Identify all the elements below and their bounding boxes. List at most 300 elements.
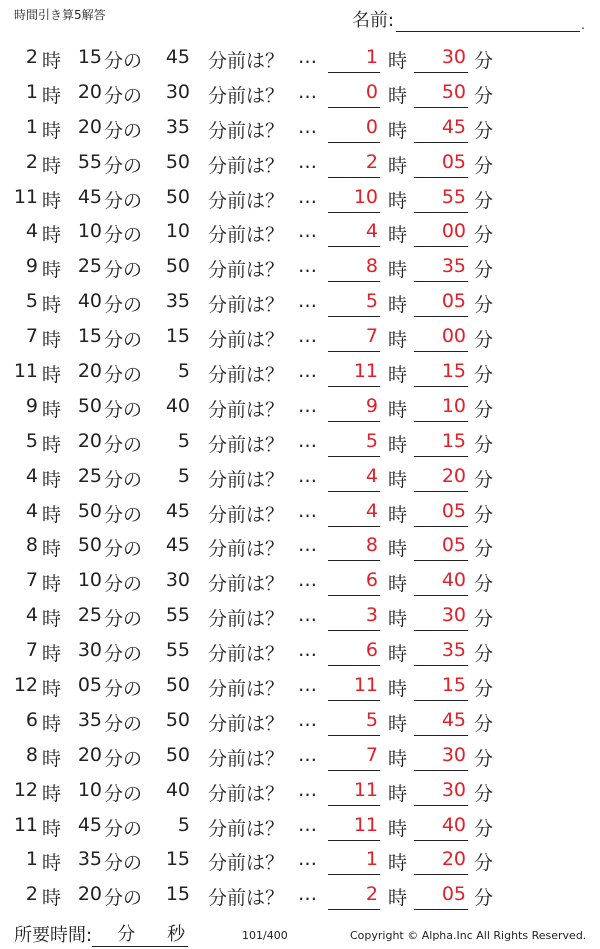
answer-minute[interactable]: 45 <box>414 709 468 731</box>
minutes-to-subtract: 5 <box>177 464 190 487</box>
hour-unit: 時 <box>42 189 62 212</box>
hour-unit: 時 <box>42 503 62 526</box>
problem-row <box>0 877 600 912</box>
start-minute: 35 <box>77 848 102 871</box>
minutes-before-label: 分前は？ <box>208 608 285 631</box>
problem-row <box>0 180 600 215</box>
start-hour: 7 <box>25 569 38 592</box>
start-minute: 10 <box>77 220 102 243</box>
answer-minute-unit: 分 <box>474 747 494 770</box>
answer-minute[interactable]: 40 <box>414 569 468 591</box>
minutes-to-subtract: 5 <box>177 813 190 836</box>
ellipsis: … <box>298 290 317 313</box>
minutes-to-subtract: 5 <box>177 429 190 452</box>
start-hour: 6 <box>25 708 38 731</box>
minute-of-unit: 分の <box>104 817 143 840</box>
ellipsis: … <box>298 150 317 173</box>
start-minute: 10 <box>77 569 102 592</box>
start-minute: 40 <box>77 290 102 313</box>
start-hour: 4 <box>25 604 38 627</box>
minutes-before-label: 分前は？ <box>208 782 285 805</box>
minute-of-unit: 分の <box>104 433 143 456</box>
answer-hour[interactable]: 8 <box>328 534 380 556</box>
start-hour: 8 <box>25 534 38 557</box>
minutes-before-label: 分前は？ <box>208 573 285 596</box>
problem-row <box>0 773 600 808</box>
answer-minute[interactable]: 00 <box>414 325 468 347</box>
answer-minute-unit: 分 <box>474 259 494 282</box>
start-minute: 50 <box>77 499 102 522</box>
start-minute: 50 <box>77 534 102 557</box>
start-minute: 30 <box>77 639 102 662</box>
elapsed-time-label: 所要時間: <box>14 925 93 946</box>
answer-hour-unit: 時 <box>388 503 408 526</box>
answer-minute-unit: 分 <box>474 329 494 352</box>
answer-minute[interactable]: 55 <box>414 186 468 208</box>
problem-row <box>0 738 600 773</box>
hour-unit: 時 <box>42 364 62 387</box>
answer-hour-unit: 時 <box>388 224 408 247</box>
minute-of-unit: 分の <box>104 747 143 770</box>
answer-hour[interactable]: 2 <box>328 883 380 905</box>
answer-hour-unit: 時 <box>388 119 408 142</box>
answer-hour[interactable]: 11 <box>328 360 380 382</box>
ellipsis: … <box>298 46 317 68</box>
hour-unit: 時 <box>42 887 62 910</box>
minute-of-unit: 分の <box>104 398 143 421</box>
start-hour: 4 <box>25 464 38 487</box>
start-hour: 2 <box>25 46 38 68</box>
minutes-before-label: 分前は？ <box>208 538 285 561</box>
answer-hour[interactable]: 5 <box>328 290 380 312</box>
answer-minute-unit: 分 <box>474 782 494 805</box>
answer-hour[interactable]: 5 <box>328 430 380 452</box>
answer-minute[interactable]: 05 <box>414 500 468 522</box>
ellipsis: … <box>298 778 317 801</box>
minutes-before-label: 分前は？ <box>208 50 285 72</box>
minutes-to-subtract: 35 <box>165 115 190 138</box>
answer-hour-unit: 時 <box>388 643 408 666</box>
start-hour: 1 <box>25 115 38 138</box>
minutes-before-label: 分前は？ <box>208 678 285 701</box>
minutes-to-subtract: 40 <box>165 778 190 801</box>
problem-row <box>0 842 600 877</box>
ellipsis: … <box>298 883 317 906</box>
answer-hour[interactable]: 4 <box>328 220 380 242</box>
minutes-before-label: 分前は？ <box>208 224 285 247</box>
answer-hour[interactable]: 1 <box>328 46 380 68</box>
minute-of-unit: 分の <box>104 678 143 701</box>
hour-unit: 時 <box>42 817 62 840</box>
answer-minute-unit: 分 <box>474 887 494 910</box>
minutes-to-subtract: 45 <box>165 46 190 68</box>
minute-of-unit: 分の <box>104 50 143 72</box>
minutes-to-subtract: 40 <box>165 394 190 417</box>
hour-unit: 時 <box>42 294 62 317</box>
minutes-before-label: 分前は？ <box>208 747 285 770</box>
minute-of-unit: 分の <box>104 294 143 317</box>
ellipsis: … <box>298 80 317 103</box>
minutes-to-subtract: 50 <box>165 150 190 173</box>
answer-hour-unit: 時 <box>388 50 408 72</box>
start-minute: 25 <box>77 604 102 627</box>
hour-unit: 時 <box>42 468 62 491</box>
minutes-to-subtract: 50 <box>165 708 190 731</box>
minutes-before-label: 分前は？ <box>208 329 285 352</box>
minutes-before-label: 分前は？ <box>208 712 285 735</box>
answer-minute-unit: 分 <box>474 154 494 177</box>
hour-unit: 時 <box>42 643 62 666</box>
answer-hour[interactable]: 7 <box>328 325 380 347</box>
answer-hour-unit: 時 <box>388 538 408 561</box>
answer-minute[interactable]: 45 <box>414 116 468 138</box>
answer-minute-unit: 分 <box>474 189 494 212</box>
minutes-to-subtract: 55 <box>165 639 190 662</box>
answer-hour[interactable]: 3 <box>328 604 380 626</box>
answer-hour[interactable]: 11 <box>328 674 380 696</box>
start-hour: 1 <box>25 80 38 103</box>
answer-minute-unit: 分 <box>474 852 494 875</box>
start-minute: 35 <box>77 708 102 731</box>
problem-row <box>0 633 600 668</box>
answer-minute[interactable]: 05 <box>414 534 468 556</box>
answer-hour-unit: 時 <box>388 817 408 840</box>
start-minute: 55 <box>77 150 102 173</box>
answer-minute[interactable]: 30 <box>414 744 468 766</box>
minutes-to-subtract: 5 <box>177 360 190 383</box>
start-hour: 12 <box>13 778 38 801</box>
minutes-before-label: 分前は？ <box>208 503 285 526</box>
answer-hour-unit: 時 <box>388 712 408 735</box>
answer-hour[interactable]: 11 <box>328 779 380 801</box>
problem-row <box>0 249 600 284</box>
answer-hour-unit: 時 <box>388 259 408 282</box>
hour-unit: 時 <box>42 538 62 561</box>
start-minute: 45 <box>77 185 102 208</box>
answer-hour-unit: 時 <box>388 608 408 631</box>
ellipsis: … <box>298 220 317 243</box>
minutes-before-label: 分前は？ <box>208 259 285 282</box>
answer-hour[interactable]: 8 <box>328 255 380 277</box>
minutes-to-subtract: 15 <box>165 883 190 906</box>
start-minute: 45 <box>77 813 102 836</box>
answer-minute-unit: 分 <box>474 573 494 596</box>
elapsed-time <box>14 920 188 947</box>
start-minute: 05 <box>77 674 102 697</box>
minute-of-unit: 分の <box>104 329 143 352</box>
answer-hour[interactable]: 2 <box>328 151 380 173</box>
answer-minute[interactable]: 15 <box>414 674 468 696</box>
answer-hour[interactable]: 5 <box>328 709 380 731</box>
answer-hour-unit: 時 <box>388 154 408 177</box>
problem-row <box>0 598 600 633</box>
minutes-before-label: 分前は？ <box>208 433 285 456</box>
answer-hour[interactable]: 4 <box>328 500 380 522</box>
hour-unit: 時 <box>42 608 62 631</box>
ellipsis: … <box>298 813 317 836</box>
answer-hour-unit: 時 <box>388 84 408 107</box>
answer-hour-unit: 時 <box>388 573 408 596</box>
problem-row <box>0 668 600 703</box>
problem-row <box>0 528 600 563</box>
answer-hour-unit: 時 <box>388 468 408 491</box>
ellipsis: … <box>298 464 317 487</box>
problem-row <box>0 459 600 494</box>
answer-minute[interactable]: 35 <box>414 255 468 277</box>
seconds-unit: 秒 <box>164 920 188 947</box>
start-hour: 5 <box>25 290 38 313</box>
minutes-before-label: 分前は？ <box>208 119 285 142</box>
answer-hour-unit: 時 <box>388 398 408 421</box>
start-hour: 2 <box>25 150 38 173</box>
ellipsis: … <box>298 639 317 662</box>
seconds-blank[interactable] <box>138 926 164 947</box>
minute-of-unit: 分の <box>104 224 143 247</box>
problem-list <box>0 40 600 912</box>
problem-row <box>0 319 600 354</box>
minute-of-unit: 分の <box>104 887 143 910</box>
answer-minute[interactable]: 15 <box>414 430 468 452</box>
start-hour: 1 <box>25 848 38 871</box>
hour-unit: 時 <box>42 782 62 805</box>
start-hour: 8 <box>25 743 38 766</box>
answer-minute-unit: 分 <box>474 678 494 701</box>
hour-unit: 時 <box>42 84 62 107</box>
minutes-before-label: 分前は？ <box>208 154 285 177</box>
ellipsis: … <box>298 708 317 731</box>
problem-row <box>0 40 600 75</box>
start-hour: 12 <box>13 674 38 697</box>
answer-minute-unit: 分 <box>474 50 494 72</box>
start-hour: 2 <box>25 883 38 906</box>
ellipsis: … <box>298 534 317 557</box>
answer-minute[interactable]: 30 <box>414 779 468 801</box>
answer-hour[interactable]: 6 <box>328 569 380 591</box>
minutes-blank[interactable] <box>92 926 114 947</box>
answer-minute-unit: 分 <box>474 364 494 387</box>
answer-minute[interactable]: 15 <box>414 360 468 382</box>
minutes-unit: 分 <box>114 920 138 947</box>
answer-minute[interactable]: 30 <box>414 46 468 68</box>
start-hour: 4 <box>25 499 38 522</box>
start-minute: 50 <box>77 394 102 417</box>
answer-minute[interactable]: 35 <box>414 639 468 661</box>
minutes-before-label: 分前は？ <box>208 364 285 387</box>
start-minute: 20 <box>77 360 102 383</box>
minutes-before-label: 分前は？ <box>208 887 285 910</box>
answer-minute[interactable]: 00 <box>414 220 468 242</box>
answer-hour-unit: 時 <box>388 364 408 387</box>
ellipsis: … <box>298 674 317 697</box>
hour-unit: 時 <box>42 433 62 456</box>
answer-hour[interactable]: 7 <box>328 744 380 766</box>
ellipsis: … <box>298 499 317 522</box>
answer-hour-unit: 時 <box>388 782 408 805</box>
minutes-to-subtract: 50 <box>165 255 190 278</box>
answer-hour[interactable]: 1 <box>328 848 380 870</box>
minute-of-unit: 分の <box>104 364 143 387</box>
minute-of-unit: 分の <box>104 608 143 631</box>
ellipsis: … <box>298 394 317 417</box>
answer-hour-unit: 時 <box>388 887 408 910</box>
answer-minute[interactable]: 30 <box>414 604 468 626</box>
answer-minute-unit: 分 <box>474 119 494 142</box>
problem-row <box>0 354 600 389</box>
minutes-to-subtract: 50 <box>165 743 190 766</box>
hour-unit: 時 <box>42 712 62 735</box>
minutes-before-label: 分前は？ <box>208 817 285 840</box>
answer-hour[interactable]: 10 <box>328 186 380 208</box>
answer-minute-unit: 分 <box>474 712 494 735</box>
answer-minute[interactable]: 20 <box>414 465 468 487</box>
minutes-before-label: 分前は？ <box>208 468 285 491</box>
minute-of-unit: 分の <box>104 468 143 491</box>
name-blank-line[interactable] <box>396 11 580 32</box>
minute-of-unit: 分の <box>104 119 143 142</box>
hour-unit: 時 <box>42 224 62 247</box>
name-dot: . <box>581 18 585 32</box>
problem-row <box>0 424 600 459</box>
minute-of-unit: 分の <box>104 712 143 735</box>
answer-minute[interactable]: 10 <box>414 395 468 417</box>
minutes-before-label: 分前は？ <box>208 189 285 212</box>
worksheet-title: 時間引き算5解答 <box>14 8 106 22</box>
minutes-to-subtract: 45 <box>165 499 190 522</box>
start-hour: 4 <box>25 220 38 243</box>
minutes-to-subtract: 50 <box>165 185 190 208</box>
answer-minute-unit: 分 <box>474 538 494 561</box>
minute-of-unit: 分の <box>104 84 143 107</box>
answer-minute-unit: 分 <box>474 84 494 107</box>
hour-unit: 時 <box>42 678 62 701</box>
problem-row <box>0 75 600 110</box>
answer-hour[interactable]: 0 <box>328 116 380 138</box>
start-minute: 15 <box>77 46 102 68</box>
answer-minute[interactable]: 05 <box>414 290 468 312</box>
hour-unit: 時 <box>42 329 62 352</box>
ellipsis: … <box>298 255 317 278</box>
problem-row <box>0 494 600 529</box>
problem-row <box>0 214 600 249</box>
ellipsis: … <box>298 115 317 138</box>
problem-row <box>0 145 600 180</box>
answer-minute-unit: 分 <box>474 817 494 840</box>
answer-hour-unit: 時 <box>388 329 408 352</box>
start-minute: 10 <box>77 778 102 801</box>
ellipsis: … <box>298 360 317 383</box>
start-hour: 9 <box>25 255 38 278</box>
start-minute: 20 <box>77 429 102 452</box>
answer-minute[interactable]: 40 <box>414 814 468 836</box>
start-minute: 20 <box>77 883 102 906</box>
answer-hour-unit: 時 <box>388 678 408 701</box>
start-hour: 7 <box>25 639 38 662</box>
start-hour: 9 <box>25 394 38 417</box>
answer-minute-unit: 分 <box>474 468 494 491</box>
minutes-to-subtract: 30 <box>165 80 190 103</box>
hour-unit: 時 <box>42 573 62 596</box>
ellipsis: … <box>298 429 317 452</box>
problem-row <box>0 808 600 843</box>
minutes-to-subtract: 45 <box>165 534 190 557</box>
answer-minute[interactable]: 50 <box>414 81 468 103</box>
answer-minute-unit: 分 <box>474 433 494 456</box>
problem-row <box>0 703 600 738</box>
minutes-to-subtract: 15 <box>165 325 190 348</box>
hour-unit: 時 <box>42 398 62 421</box>
start-hour: 11 <box>13 185 38 208</box>
start-hour: 11 <box>13 813 38 836</box>
answer-minute[interactable]: 05 <box>414 883 468 905</box>
minute-of-unit: 分の <box>104 852 143 875</box>
ellipsis: … <box>298 604 317 627</box>
minute-of-unit: 分の <box>104 573 143 596</box>
ellipsis: … <box>298 325 317 348</box>
minutes-before-label: 分前は？ <box>208 84 285 107</box>
hour-unit: 時 <box>42 747 62 770</box>
minutes-to-subtract: 50 <box>165 674 190 697</box>
ellipsis: … <box>298 848 317 871</box>
answer-hour-unit: 時 <box>388 852 408 875</box>
answer-hour[interactable]: 11 <box>328 814 380 836</box>
minute-of-unit: 分の <box>104 189 143 212</box>
minutes-before-label: 分前は？ <box>208 294 285 317</box>
answer-hour-unit: 時 <box>388 747 408 770</box>
minute-of-unit: 分の <box>104 259 143 282</box>
minutes-to-subtract: 35 <box>165 290 190 313</box>
answer-minute-unit: 分 <box>474 398 494 421</box>
answer-minute-unit: 分 <box>474 294 494 317</box>
start-hour: 5 <box>25 429 38 452</box>
start-minute: 25 <box>77 255 102 278</box>
minutes-to-subtract: 30 <box>165 569 190 592</box>
problem-row <box>0 110 600 145</box>
minutes-to-subtract: 55 <box>165 604 190 627</box>
minutes-before-label: 分前は？ <box>208 643 285 666</box>
start-minute: 25 <box>77 464 102 487</box>
minute-of-unit: 分の <box>104 538 143 561</box>
answer-hour-unit: 時 <box>388 189 408 212</box>
hour-unit: 時 <box>42 50 62 72</box>
answer-hour[interactable]: 4 <box>328 465 380 487</box>
minute-of-unit: 分の <box>104 782 143 805</box>
minutes-before-label: 分前は？ <box>208 852 285 875</box>
hour-unit: 時 <box>42 852 62 875</box>
answer-minute[interactable]: 05 <box>414 151 468 173</box>
hour-unit: 時 <box>42 154 62 177</box>
start-minute: 20 <box>77 743 102 766</box>
minute-of-unit: 分の <box>104 503 143 526</box>
start-hour: 7 <box>25 325 38 348</box>
start-minute: 20 <box>77 80 102 103</box>
minutes-before-label: 分前は？ <box>208 398 285 421</box>
answer-minute-unit: 分 <box>474 224 494 247</box>
ellipsis: … <box>298 569 317 592</box>
problem-row <box>0 284 600 319</box>
minutes-to-subtract: 10 <box>165 220 190 243</box>
answer-hour[interactable]: 9 <box>328 395 380 417</box>
answer-hour[interactable]: 0 <box>328 81 380 103</box>
answer-minute-unit: 分 <box>474 643 494 666</box>
minutes-to-subtract: 15 <box>165 848 190 871</box>
answer-minute[interactable]: 20 <box>414 848 468 870</box>
name-field <box>352 6 585 32</box>
page-number: 101/400 <box>242 929 288 942</box>
answer-hour-unit: 時 <box>388 433 408 456</box>
answer-minute-unit: 分 <box>474 503 494 526</box>
minute-of-unit: 分の <box>104 154 143 177</box>
answer-hour[interactable]: 6 <box>328 639 380 661</box>
